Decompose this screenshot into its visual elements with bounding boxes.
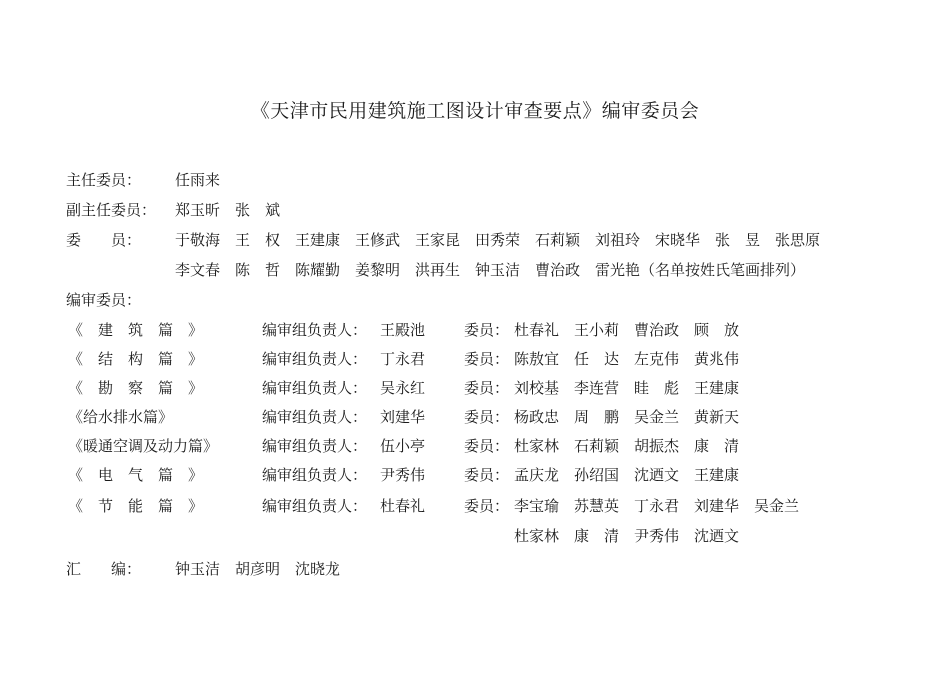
members-label: 委 员：	[66, 231, 142, 249]
section-name: 《暖通空调及动力篇》	[68, 437, 219, 455]
section-lead-label: 编审组负责人：	[262, 466, 368, 484]
section-name: 《 建 筑 篇 》	[68, 321, 204, 339]
section-members: 杨政忠 周 鹏 吴金兰 黄新天	[514, 408, 740, 426]
section-name: 《 结 构 篇 》	[68, 350, 204, 368]
compiler-label: 汇 编：	[66, 560, 142, 578]
deputy-label: 副主任委员：	[66, 201, 157, 219]
section-members: 杜家林 石莉颖 胡振杰 康 清	[514, 437, 740, 455]
section-lead-label: 编审组负责人：	[262, 379, 368, 397]
section-members: 李宝瑜 苏慧英 丁永君 刘建华 吴金兰	[514, 497, 800, 515]
section-members-continued: 杜家林 康 清 尹秀伟 沈迺文	[514, 527, 740, 545]
section-lead: 尹秀伟	[380, 466, 426, 484]
section-lead: 伍小亭	[380, 437, 426, 455]
section-lead-label: 编审组负责人：	[262, 408, 368, 426]
section-lead: 吴永红	[380, 379, 426, 397]
section-lead-label: 编审组负责人：	[262, 321, 368, 339]
section-members-label: 委员：	[464, 350, 510, 368]
section-name: 《给水排水篇》	[68, 408, 174, 426]
section-members: 杜春礼 王小莉 曹治政 顾 放	[514, 321, 740, 339]
compiler-names: 钟玉洁 胡彦明 沈晓龙	[175, 560, 341, 578]
section-lead: 丁永君	[380, 350, 426, 368]
section-members-label: 委员：	[464, 466, 510, 484]
section-members-label: 委员：	[464, 379, 510, 397]
section-lead-label: 编审组负责人：	[262, 350, 368, 368]
section-lead-label: 编审组负责人：	[262, 497, 368, 515]
director-label: 主任委员：	[66, 171, 142, 189]
director-names: 任雨来	[175, 171, 221, 189]
editorial-label: 编审委员：	[66, 291, 142, 309]
document-title: 《天津市民用建筑施工图设计审查要点》编审委员会	[250, 100, 700, 122]
section-lead: 杜春礼	[380, 497, 426, 515]
section-lead: 刘建华	[380, 408, 426, 426]
members-line-1: 于敬海 王 权 王建康 王修武 王家昆 田秀荣 石莉颖 刘祖玲 宋晓华 张 昱 张思原	[175, 231, 821, 249]
section-members-label: 委员：	[464, 408, 510, 426]
section-lead: 王殿池	[380, 321, 426, 339]
deputy-names: 郑玉昕 张 斌	[175, 201, 281, 219]
section-members-label: 委员：	[464, 497, 510, 515]
section-members-label: 委员：	[464, 321, 510, 339]
members-line-2: 李文春 陈 哲 陈耀勤 姜黎明 洪再生 钟玉洁 曹治政 雷光艳（名单按姓氏笔画排列）	[175, 261, 806, 279]
section-members: 刘校基 李连营 眭 彪 王建康	[514, 379, 740, 397]
section-members: 孟庆龙 孙绍国 沈迺文 王建康	[514, 466, 740, 484]
section-name: 《 电 气 篇 》	[68, 466, 204, 484]
section-name: 《 节 能 篇 》	[68, 497, 204, 515]
section-name: 《 勘 察 篇 》	[68, 379, 204, 397]
section-members-label: 委员：	[464, 437, 510, 455]
section-members: 陈敖宜 任 达 左克伟 黄兆伟	[514, 350, 740, 368]
section-lead-label: 编审组负责人：	[262, 437, 368, 455]
